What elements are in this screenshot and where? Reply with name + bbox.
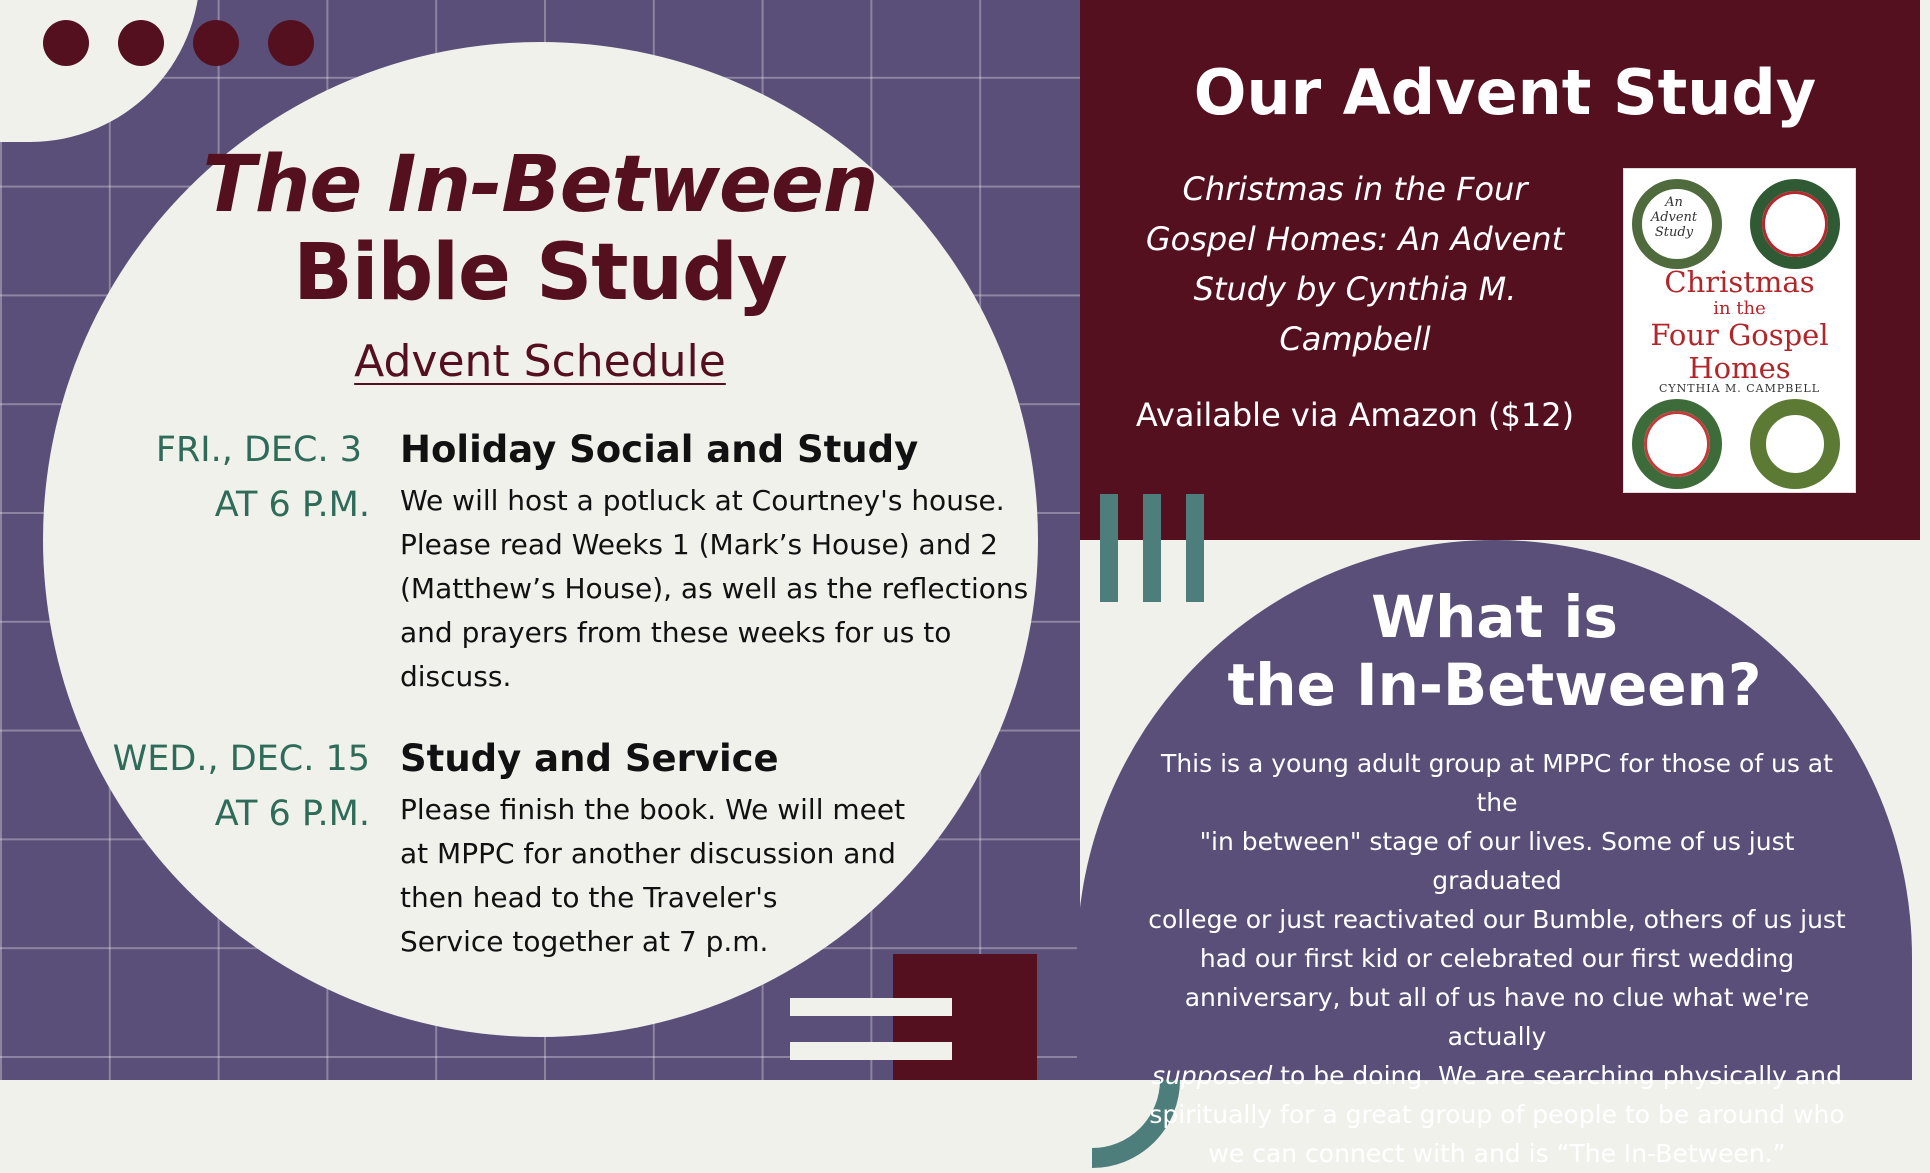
event-date-line: FRI., DEC. 3 <box>155 430 362 470</box>
decorative-bar <box>790 998 952 1016</box>
what-body-line <box>1140 1056 1854 1095</box>
event-desc-line: discuss. <box>400 660 512 693</box>
wreath-icon <box>1750 179 1840 269</box>
decorative-dot <box>268 20 314 66</box>
decorative-dot <box>43 20 89 66</box>
what-heading <box>1077 583 1912 719</box>
what-body-line: spiritually for a great group of people to be around who <box>1149 1100 1845 1129</box>
event-desc-line: We will host a potluck at Courtney's house. <box>400 484 1005 517</box>
event-1-description <box>400 479 1028 699</box>
event-1-date <box>0 423 370 533</box>
wreath-icon <box>1750 399 1840 489</box>
decorative-block <box>893 954 1037 1080</box>
what-heading-line: What is <box>1371 583 1618 651</box>
cover-kicker-line: Study <box>1654 225 1694 240</box>
event-time-line: AT 6 P.M. <box>214 794 370 834</box>
event-desc-line: and prayers from these weeks for us to <box>400 616 952 649</box>
emphasis-text: supposed <box>1152 1061 1273 1090</box>
what-body-line: "in between" stage of our lives. Some of us just graduated <box>1199 827 1795 895</box>
body-text: to be doing. We are searching physically and <box>1272 1061 1842 1090</box>
event-2-title: Study and Service <box>400 737 779 780</box>
book-title-line: Christmas in the Four <box>1182 170 1528 208</box>
book-cover-author: CYNTHIA M. CAMPBELL <box>1658 382 1821 395</box>
event-1-title: Holiday Social and Study <box>400 428 919 471</box>
cover-kicker-line: Advent <box>1650 210 1698 225</box>
what-heading-line: the In-Between? <box>1227 651 1762 719</box>
book-cover-kicker <box>1624 195 1724 240</box>
event-2-date <box>0 732 370 842</box>
what-body-line: This is a young adult group at MPPC for those of us at the <box>1161 749 1833 817</box>
book-cover-image <box>1623 168 1856 493</box>
study-heading: Our Advent Study <box>1193 56 1817 129</box>
event-desc-line: Service together at 7 p.m. <box>400 925 769 958</box>
what-body-line: college or just reactivated our Bumble, others of us just <box>1148 905 1846 934</box>
what-description <box>1140 744 1854 1173</box>
cover-title-line: Homes <box>1688 351 1791 385</box>
wreath-icon <box>1632 399 1722 489</box>
event-time-line: AT 6 P.M. <box>214 485 370 525</box>
decorative-dot <box>118 20 164 66</box>
what-body-line: had our first kid or celebrated our first wedding <box>1199 944 1795 973</box>
event-desc-line: Please finish the book. We will meet <box>400 793 906 826</box>
event-desc-line: Please read Weeks 1 (Mark’s House) and 2 <box>400 528 998 561</box>
event-2-description <box>400 788 905 964</box>
book-title-line: Gospel Homes: An Advent <box>1145 220 1565 258</box>
cover-title-line: Four Gospel <box>1650 318 1829 352</box>
what-body-line: we can connect with and is “The In-Between.” <box>1208 1139 1786 1168</box>
study-availability: Available via Amazon ($12) <box>1135 396 1575 434</box>
book-cover-title <box>1624 266 1855 385</box>
cover-title-line: in the <box>1713 298 1766 319</box>
schedule-subtitle: Advent Schedule <box>354 336 726 387</box>
cover-kicker-line: An <box>1665 195 1683 210</box>
event-desc-line: (Matthew’s House), as well as the reflections <box>400 572 1029 605</box>
book-title-line: Study by Cynthia M. <box>1193 270 1517 308</box>
event-desc-line: at MPPC for another discussion and <box>400 837 896 870</box>
event-desc-line: then head to the Traveler's <box>400 881 778 914</box>
page-title: The In-Between <box>202 140 878 230</box>
study-book-title <box>1135 164 1575 364</box>
book-title-line: Campbell <box>1279 320 1431 358</box>
page-title-line2: Bible Study <box>293 228 787 318</box>
what-body-line: anniversary, but all of us have no clue what we're actually <box>1184 983 1810 1051</box>
event-date-line: WED., DEC. 15 <box>112 739 370 779</box>
corner-blob <box>0 0 200 142</box>
decorative-bar <box>790 1042 952 1060</box>
cover-title-line: Christmas <box>1664 265 1815 299</box>
decorative-dot <box>193 20 239 66</box>
